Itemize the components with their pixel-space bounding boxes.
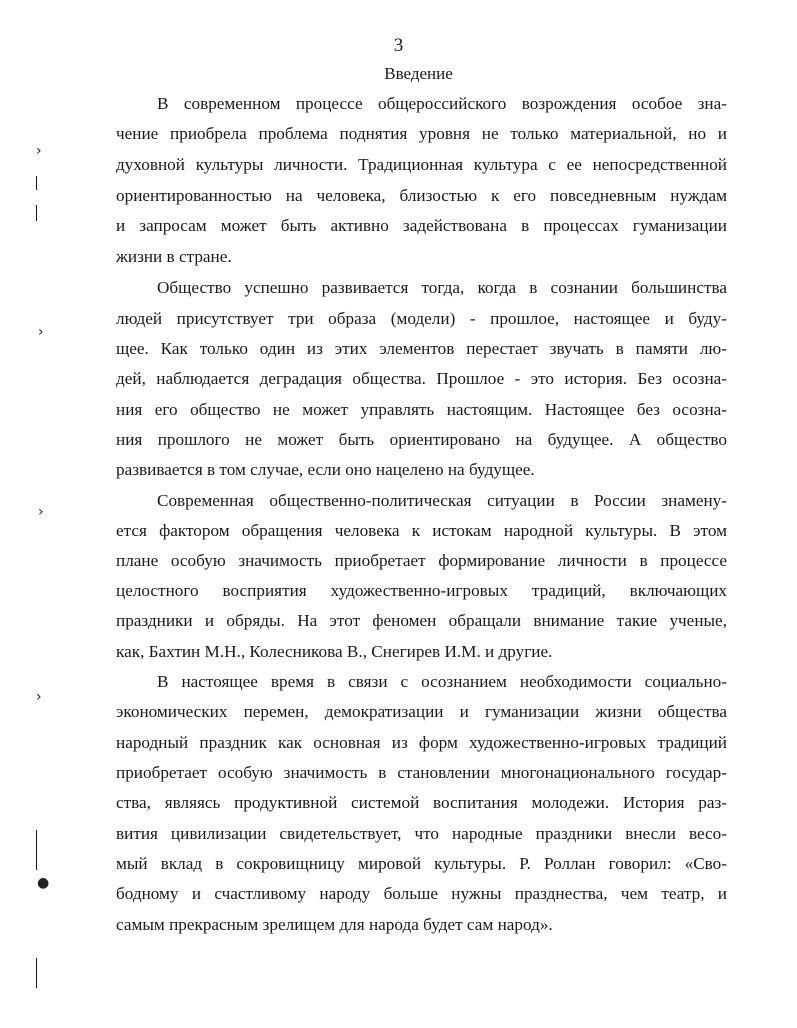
text-line: приобретает особую значимость в становлении многонационального государ- — [116, 763, 727, 782]
text-line: ориентированностью на человека, близостью к его повседневным нуждам — [116, 186, 727, 205]
binding-mark-3: › — [38, 504, 44, 520]
text-line: вития цивилизации свидетельствует, что народные праздники внесли весо- — [116, 824, 727, 843]
text-line: дей, наблюдается деградация общества. Прошлое - это история. Без осозна- — [116, 369, 727, 388]
binding-line-3 — [36, 830, 37, 870]
text-line: Современная общественно-политическая ситуации в России знамену- — [157, 491, 727, 510]
text-line: развивается в том случае, если оно нацелено на будущее. — [116, 460, 535, 479]
text-line: ния его общество не может управлять настоящим. Настоящее без осозна- — [116, 400, 727, 419]
text-line: и запросам может быть активно задействована в процессах гуманизации — [116, 216, 727, 235]
page-number: 3 — [393, 35, 404, 56]
text-line: жизни в стране. — [116, 247, 232, 266]
text-line: бодному и счастливому народу больше нужны празднества, чем театр, и — [116, 884, 727, 903]
text-line: народный праздник как основная из форм художественно-игровых традиций — [116, 733, 727, 752]
text-line: чение приобрела проблема поднятия уровня не только материальной, но и — [116, 124, 727, 143]
text-line: щее. Как только один из этих элементов перестает звучать в памяти лю- — [116, 339, 727, 358]
text-line: как, Бахтин М.Н., Колесникова В., Снегирев И.М. и другие. — [116, 642, 553, 661]
text-line: мый вклад в сокровищницу мировой культуры. Р. Роллан говорил: «Сво- — [116, 854, 727, 873]
text-line: Общество успешно развивается тогда, когда в сознании большинства — [157, 278, 727, 297]
text-line: духовной культуры личности. Традиционная культура с ее непосредственной — [116, 155, 727, 174]
binding-mark-1: › — [36, 143, 42, 159]
text-line: людей присутствует три образа (модели) - прошлое, настоящее и буду- — [116, 309, 727, 328]
text-line: ния прошлого не может быть ориентировано на будущее. А общество — [116, 430, 727, 449]
text-line: плане особую значимость приобретает формирование личности в процессе — [116, 551, 727, 570]
text-line: В современном процессе общероссийского возрождения особое зна- — [157, 94, 727, 113]
text-line: целостного восприятия художественно-игровых традиций, включающих — [116, 581, 727, 600]
text-line: экономических перемен, демократизации и гуманизации жизни общества — [116, 702, 727, 721]
binding-line-4 — [36, 958, 37, 988]
text-line: ства, являясь продуктивной системой воспитания молодежи. История раз- — [116, 793, 727, 812]
binding-mark-2: › — [38, 324, 44, 340]
text-line: праздники и обряды. На этот феномен обращали внимание такие ученые, — [116, 611, 727, 630]
text-line: ется фактором обращения человека к истокам народной культуры. В этом — [116, 521, 727, 540]
text-line: самым прекрасным зрелищем для народа будет сам народ». — [116, 915, 553, 934]
binding-line-1 — [36, 176, 37, 190]
binding-line-2 — [36, 205, 37, 221]
binding-mark-4: › — [36, 689, 42, 705]
page-title: Введение — [384, 64, 453, 83]
binding-mark-5: ● — [37, 875, 50, 891]
text-line: В настоящее время в связи с осознанием необходимости социально- — [157, 672, 727, 691]
